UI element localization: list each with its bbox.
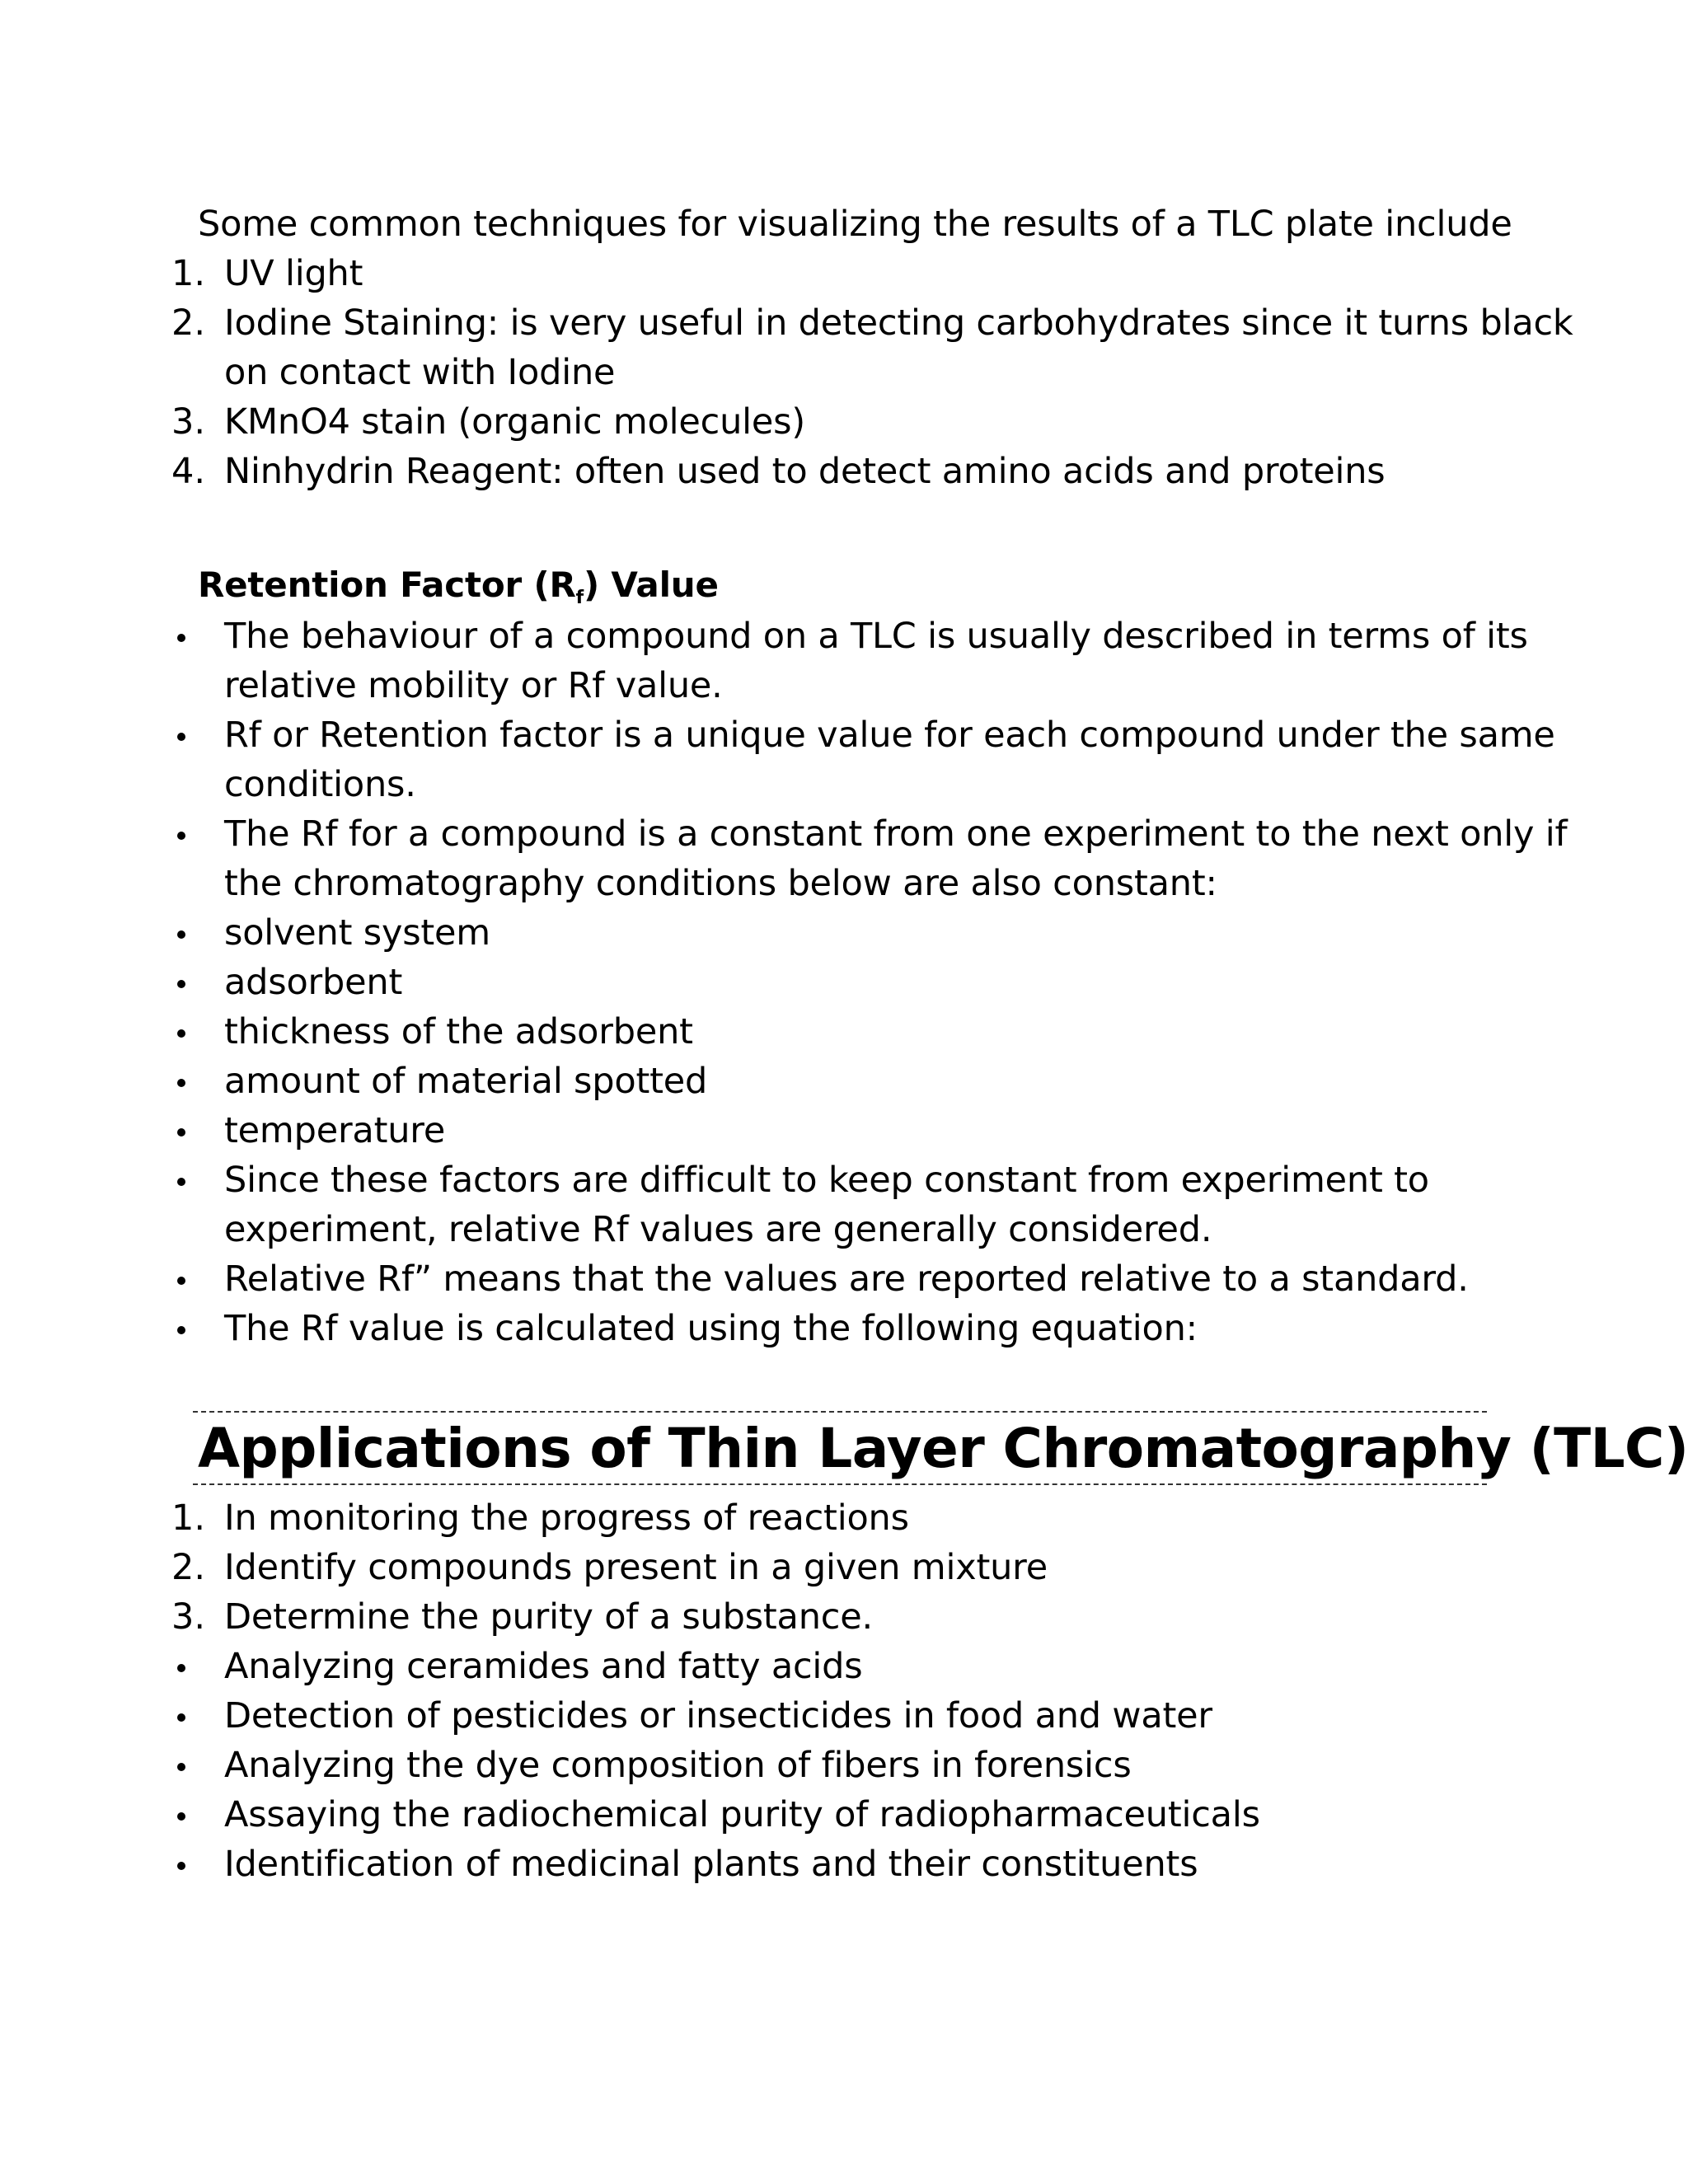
rf-bullet-item-continued: the chromatography conditions below are also constant: (224, 863, 1217, 904)
technique-item: KMnO4 stain (organic molecules) (224, 401, 805, 443)
bullet-dot (177, 733, 185, 741)
rf-bullet-item: solvent system (224, 912, 490, 954)
bullet-dot (177, 1178, 185, 1186)
rf-bullet-item: The Rf for a compound is a constant from one experiment to the next only if (224, 813, 1568, 855)
bullet-dot (177, 832, 185, 840)
heading-top-rule (193, 1411, 1487, 1413)
rf-bullet-item: adsorbent (224, 962, 403, 1003)
rf-bullet-item: temperature (224, 1110, 446, 1151)
application-bullet-item: Detection of pesticides or insecticides in food and water (224, 1695, 1212, 1736)
bullet-dot (177, 1128, 185, 1137)
application-bullet-item: Analyzing the dye composition of fibers in forensics (224, 1745, 1132, 1786)
bullet-dot (177, 980, 185, 988)
application-bullet-item: Identification of medicinal plants and their constituents (224, 1844, 1198, 1885)
rf-bullet-item-continued: relative mobility or Rf value. (224, 665, 723, 706)
rf-bullet-item: The behaviour of a compound on a TLC is usually described in terms of its (224, 616, 1528, 657)
applications-heading: Applications of Thin Layer Chromatography (TLC) (198, 1417, 1688, 1480)
list-marker: 1. (171, 1497, 206, 1539)
list-marker: 1. (171, 253, 206, 294)
rf-heading-subscript: f (575, 588, 584, 608)
bullet-dot (177, 1326, 185, 1334)
list-marker: 4. (171, 451, 206, 492)
bullet-dot (177, 1664, 185, 1672)
bullet-dot (177, 634, 185, 642)
list-marker: 2. (171, 302, 206, 344)
list-marker: 3. (171, 1596, 206, 1638)
technique-item: Ninhydrin Reagent: often used to detect amino acids and proteins (224, 451, 1386, 492)
bullet-dot (177, 930, 185, 939)
bullet-dot (177, 1277, 185, 1285)
heading-bottom-rule (193, 1483, 1487, 1485)
rf-bullet-item: The Rf value is calculated using the following equation: (224, 1308, 1198, 1349)
application-bullet-item: Analyzing ceramides and fatty acids (224, 1646, 863, 1687)
rf-bullet-item: amount of material spotted (224, 1061, 708, 1102)
rf-heading-end: ) Value (584, 565, 719, 605)
application-item: Identify compounds present in a given mixture (224, 1547, 1048, 1588)
bullet-dot (177, 1763, 185, 1771)
bullet-dot (177, 1029, 185, 1038)
rf-heading-main: Retention Factor (R (198, 565, 576, 605)
technique-item: UV light (224, 253, 363, 294)
rf-bullet-item-continued: experiment, relative Rf values are generally considered. (224, 1209, 1212, 1250)
rf-bullet-item: Rf or Retention factor is a unique value for each compound under the same (224, 715, 1555, 756)
technique-item-continued: on contact with Iodine (224, 352, 616, 393)
list-marker: 2. (171, 1547, 206, 1588)
application-item: Determine the purity of a substance. (224, 1596, 873, 1638)
rf-bullet-item: Since these factors are difficult to keep constant from experiment to (224, 1160, 1429, 1201)
technique-item: Iodine Staining: is very useful in detecting carbohydrates since it turns black (224, 302, 1573, 344)
rf-bullet-item: Relative Rf” means that the values are reported relative to a standard. (224, 1258, 1469, 1300)
bullet-dot (177, 1862, 185, 1870)
bullet-dot (177, 1079, 185, 1087)
rf-bullet-item-continued: conditions. (224, 764, 416, 805)
rf-bullet-item: thickness of the adsorbent (224, 1011, 693, 1052)
bullet-dot (177, 1812, 185, 1821)
intro-text: Some common techniques for visualizing the results of a TLC plate include (198, 204, 1512, 245)
application-bullet-item: Assaying the radiochemical purity of radiopharmaceuticals (224, 1794, 1260, 1835)
application-item: In monitoring the progress of reactions (224, 1497, 909, 1539)
list-marker: 3. (171, 401, 206, 443)
bullet-dot (177, 1713, 185, 1722)
